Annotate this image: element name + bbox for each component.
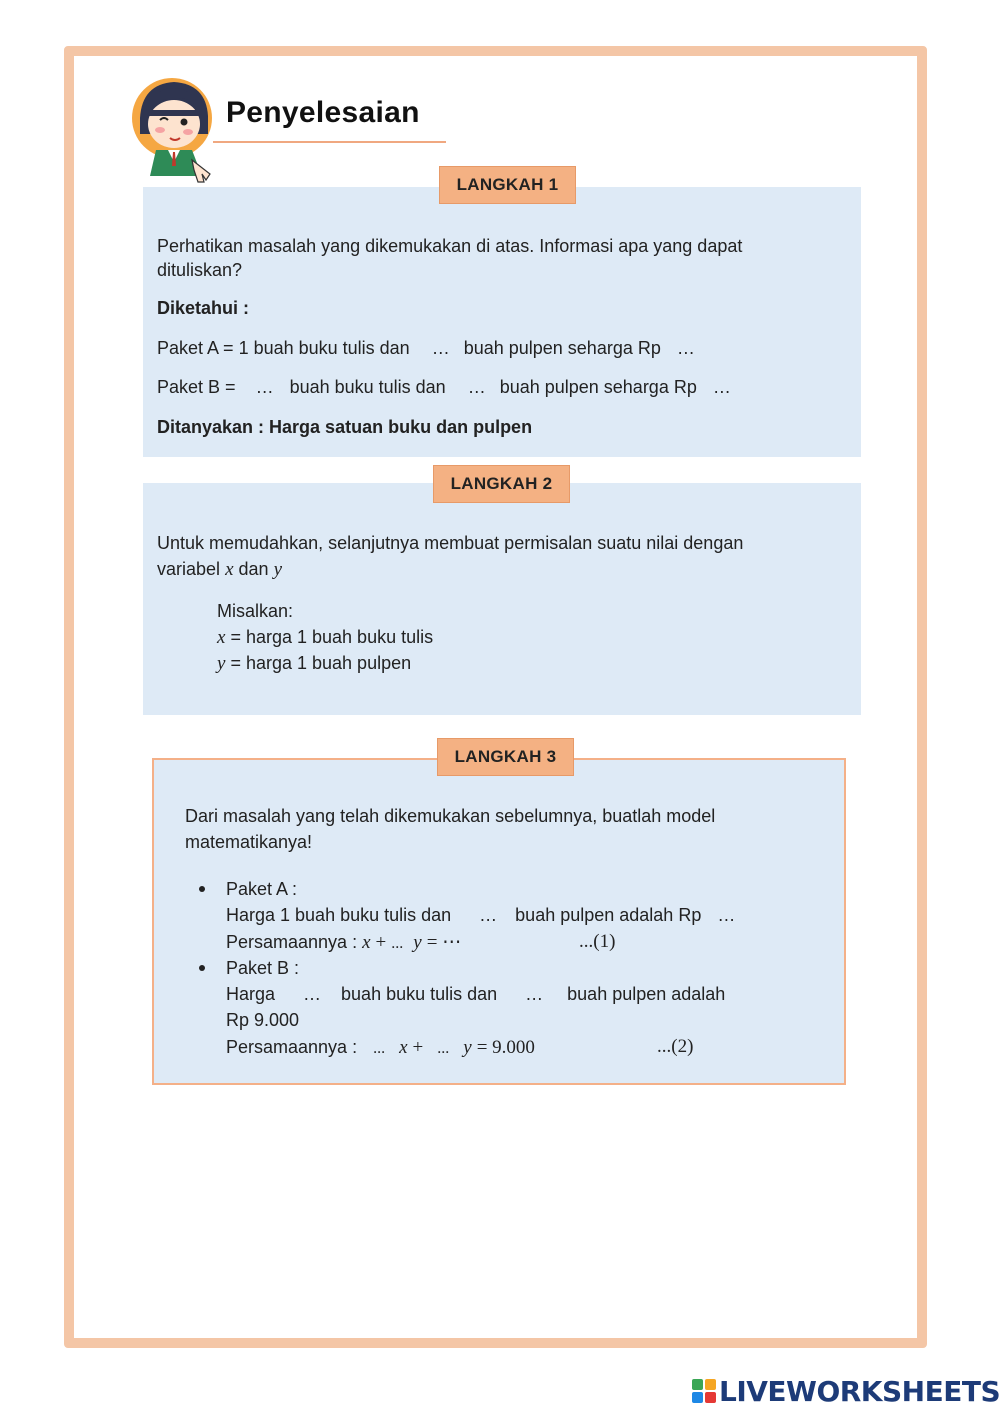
var-y: y <box>273 559 283 580</box>
sb-l1-middle2: buah pulpen adalah <box>567 984 726 1004</box>
sa-eq-number: ...(1) <box>579 931 616 952</box>
step2-intro-line2 <box>157 557 282 582</box>
brand-name: LIVEWORKSHEETS <box>719 1374 1000 1408</box>
bullet-paket-b <box>199 965 205 971</box>
sa-eq-label: Persamaannya : <box>226 932 358 952</box>
sb-l1-middle1: buah buku tulis dan <box>341 984 498 1004</box>
paket-a-middle: buah pulpen seharga Rp <box>463 338 661 358</box>
paket-b-middle1: buah buku tulis dan <box>289 377 446 397</box>
step1-intro-line1: Perhatikan masalah yang dikemukakan di atas. Informasi apa yang dapat <box>157 236 743 256</box>
def-x-text: = harga 1 buah buku tulis <box>230 627 434 647</box>
sa-eq-x: x <box>362 932 371 953</box>
def-y <box>217 651 411 676</box>
def-x <box>217 625 433 650</box>
bullet-paket-a <box>199 886 205 892</box>
sb-eq-number: ...(2) <box>657 1036 694 1057</box>
step3-paket-b-eq <box>226 1035 535 1061</box>
sb-blank-books[interactable]: … <box>303 984 322 1004</box>
paket-a-known <box>157 336 695 360</box>
paket-b-prefix: Paket B = <box>157 377 236 397</box>
sa-eq-plus: + <box>375 932 387 953</box>
step2-label: LANGKAH 2 <box>433 465 570 503</box>
conj: dan <box>238 559 269 579</box>
sb-eq-y: y <box>463 1037 472 1058</box>
page-title: Penyelesaian <box>226 96 420 129</box>
liveworksheets-logo[interactable] <box>692 1374 1000 1408</box>
sb-blank-pens[interactable]: … <box>525 984 544 1004</box>
girl-avatar-icon <box>130 76 220 186</box>
step3-paket-a-title: Paket A : <box>226 879 298 899</box>
title-underline <box>213 141 446 143</box>
var-x: x <box>225 559 234 580</box>
sb-l1-prefix: Harga <box>226 984 276 1004</box>
sa-l1-middle: buah pulpen adalah Rp <box>515 905 702 925</box>
suppose-label: Misalkan: <box>217 601 294 621</box>
sa-l1-prefix: Harga 1 buah buku tulis dan <box>226 905 452 925</box>
paket-b-known <box>157 375 731 399</box>
paket-b-middle2: buah pulpen seharga Rp <box>499 377 697 397</box>
known-label: Diketahui : <box>157 298 250 318</box>
variable-prefix: variabel <box>157 559 221 579</box>
sa-blank-price[interactable]: … <box>717 905 736 925</box>
sa-eq-rhs[interactable]: = ⋯ <box>426 932 462 953</box>
step3-label: LANGKAH 3 <box>437 738 574 776</box>
sb-eq-blank1[interactable]: ... <box>373 1040 386 1057</box>
sb-eq-label: Persamaannya : <box>226 1037 358 1057</box>
step3-intro-line2: matematikanya! <box>185 832 313 852</box>
step3-paket-b-line1 <box>226 982 725 1006</box>
def-y-text: = harga 1 buah pulpen <box>230 653 412 673</box>
sb-eq-blank2[interactable]: ... <box>437 1040 450 1057</box>
step1-label: LANGKAH 1 <box>439 166 576 204</box>
paket-b-blank-pens[interactable]: … <box>467 377 486 397</box>
step2-intro-line1: Untuk memudahkan, selanjutnya membuat permisalan suatu nilai dengan <box>157 533 744 553</box>
liveworksheets-logo-icon <box>692 1379 716 1403</box>
step3-intro-line1: Dari masalah yang telah dikemukakan sebelumnya, buatlah model <box>185 806 716 826</box>
sa-blank-pens[interactable]: … <box>479 905 498 925</box>
paket-a-blank-price[interactable]: … <box>676 338 695 358</box>
def-y-var: y <box>217 653 226 674</box>
sb-eq-x: x <box>399 1037 408 1058</box>
def-x-var: x <box>217 627 226 648</box>
sa-eq-y: y <box>413 932 422 953</box>
step3-paket-a-line1 <box>226 903 735 927</box>
sa-eq-blank[interactable]: ... <box>391 935 404 952</box>
step3-paket-a-eq <box>226 930 461 956</box>
step3-paket-b-title: Paket B : <box>226 958 300 978</box>
step1-intro-line2: dituliskan? <box>157 260 243 280</box>
paket-b-blank-books[interactable]: … <box>255 377 274 397</box>
step3-paket-b-line2: Rp 9.000 <box>226 1010 300 1030</box>
asked-text: Ditanyakan : Harga satuan buku dan pulpen <box>157 417 533 437</box>
sb-eq-rhs: = 9.000 <box>476 1037 535 1058</box>
paket-a-prefix: Paket A = 1 buah buku tulis dan <box>157 338 410 358</box>
sb-eq-plus: + <box>412 1037 424 1058</box>
paket-a-blank-pens[interactable]: … <box>431 338 450 358</box>
paket-b-blank-price[interactable]: … <box>712 377 731 397</box>
